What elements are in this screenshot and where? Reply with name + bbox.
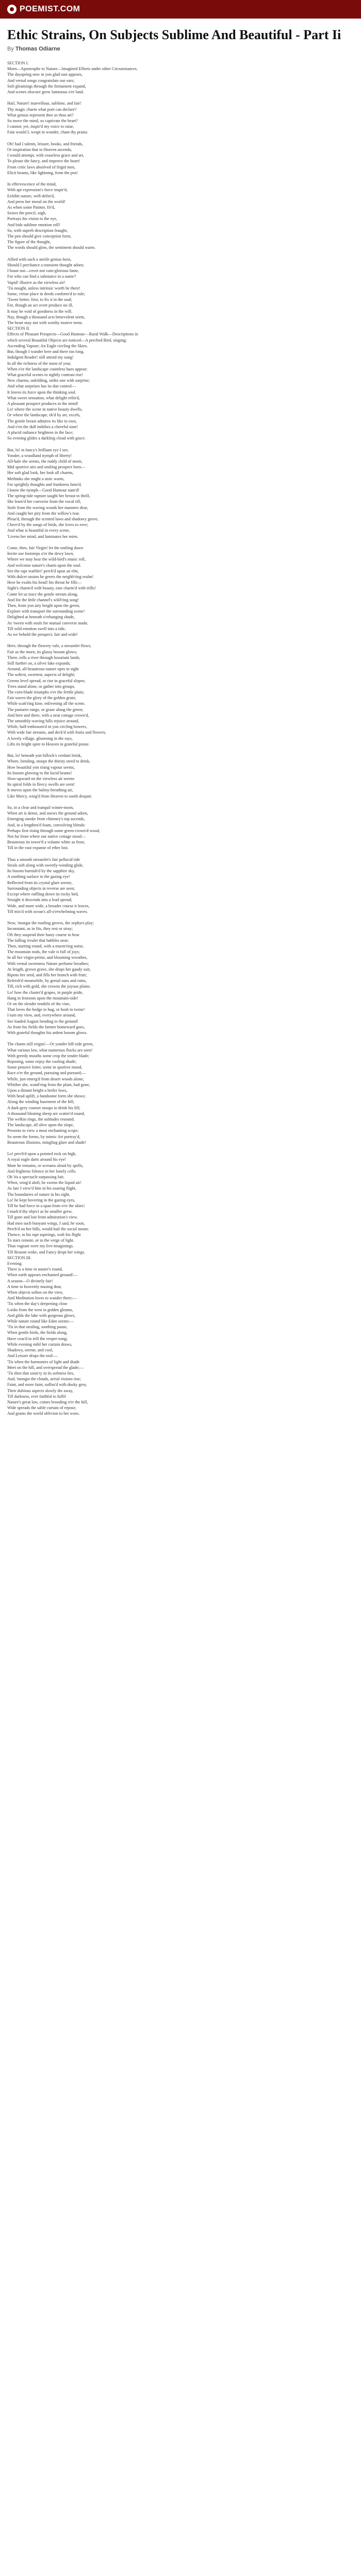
poem-line: Except where ruffling down its rocky bed, bbox=[7, 892, 79, 897]
poem-line: Fair as the morn, its glassy bosom glows; bbox=[7, 649, 77, 654]
poem-line: Had men such buoyant wings, I said, he soon, bbox=[7, 1221, 85, 1226]
poem-line: It moves upon the balmy-breathing air, bbox=[7, 788, 73, 793]
poem-line: New charms, unfolding, strike one with surprise; bbox=[7, 378, 90, 383]
poem-line: 'Tis when the harmonies of light and shade bbox=[7, 1359, 80, 1364]
poem-line: And gilds the lake with gorgeous glows, bbox=[7, 1313, 75, 1318]
poem-line: Surrounding objects in reverse are seen; bbox=[7, 886, 75, 891]
poem-line: Greens level spread, or rise in graceful slopes; bbox=[7, 678, 86, 683]
poem-line: Vapid! illusive as the viewless air! bbox=[7, 280, 65, 285]
poem-line: Till gone and lost from admiration's view. bbox=[7, 1215, 78, 1220]
poem-line: Oft they suspend their hasty course to hear bbox=[7, 932, 79, 937]
poem-line bbox=[7, 1145, 354, 1151]
poem-line: I mark'd thy object as he smaller grew, bbox=[7, 1209, 73, 1214]
poem-line: Till mix'd with ocean's all-o'erwhelming waves. bbox=[7, 909, 88, 914]
poem-line: Some pensive loiter, some in sportive mood, bbox=[7, 1065, 83, 1070]
poem-line: A royal eagle darts around his eye! bbox=[7, 1157, 67, 1162]
poem-line: How he exalts his head! his throat he fills— bbox=[7, 580, 82, 585]
poem-line: What sweet sensation, what delight refin'd, bbox=[7, 395, 80, 400]
poem-line: Seizes the pencil, nigh, bbox=[7, 211, 46, 216]
poem-line: Invite our footsteps o'er the dewy lawn, bbox=[7, 551, 74, 556]
poem-line: Race o'er the ground, pursuing and pursued;— bbox=[7, 1071, 86, 1076]
poem-line: And grants the world oblivion to her woes. bbox=[7, 1411, 80, 1416]
poem-line: Perch'd on her hills, would hail the social moon; bbox=[7, 1226, 89, 1231]
poem-line: The boundaries of nature in his sight, bbox=[7, 1192, 71, 1197]
poem-line: For who can find a substance in a name? bbox=[7, 274, 76, 279]
poem-line: The pastures range, or graze along the green; bbox=[7, 707, 84, 712]
poem-line: Mid sportive airs and smiling prospect born— bbox=[7, 465, 86, 470]
poem-line: The falling rivulet that babbles near; bbox=[7, 938, 69, 943]
poem-line: I know the nymph—Good Humour nam'd! bbox=[7, 487, 79, 493]
poem-line: The dayspring now in yon glad east appears, bbox=[7, 72, 83, 77]
poem-line: Lifts its bright spire to Heaven in grateful praise. bbox=[7, 741, 90, 747]
poem-line: Shadowy, serene, and cool, bbox=[7, 1348, 54, 1353]
poem-line: For sprightly thoughts and frankness fann'd, bbox=[7, 482, 82, 487]
poem-line: Elicit beams, like lightning, from the pen! bbox=[7, 170, 78, 175]
poem-line: Meet on the hill, and overspread the glade;— bbox=[7, 1365, 84, 1370]
poem-line: I boast not—covet not vain-glorious fame, bbox=[7, 268, 79, 274]
poem-line: Nature's great law, comes brooding o'er the hill, bbox=[7, 1399, 88, 1404]
poem-line: See loaded August bending to the ground! bbox=[7, 1019, 78, 1024]
poem-line: Come, then, fair Virgin! let the smiling dawn bbox=[7, 545, 84, 550]
poem-line: But, lo! beneath yon hillock's verdant brink, bbox=[7, 753, 82, 758]
poem-line: Mute he remains, or screams aloud by spells, bbox=[7, 1163, 84, 1168]
poem-line: The landscape, all alive upon the slope, bbox=[7, 1123, 74, 1128]
poem-line: So evening glides a darkling cloud with grace. bbox=[7, 436, 86, 441]
poem-line: Lo! where the scene in native beauty dwells, bbox=[7, 407, 83, 412]
poem-line: The welkin rings, the solitudes resound. bbox=[7, 1116, 75, 1122]
poem-line: Hang in festoons upon the mountain-side! bbox=[7, 995, 78, 1001]
poem-line: Around, all-beauteous nature opes to sight bbox=[7, 667, 79, 672]
poem-line: The figure of the thought, bbox=[7, 240, 51, 245]
poem-line: 'Livens her mind, and luminates her mien. bbox=[7, 534, 78, 539]
poem-line: I cannot; yet, inspir'd my voice to raise, bbox=[7, 124, 74, 129]
poem-line: Emerging smoke from chimney's top ascends, bbox=[7, 817, 85, 822]
poem-line: Whither she, wand'ring from the plain, had gone, bbox=[7, 1082, 90, 1087]
poem-line: The pen should give conception form, bbox=[7, 234, 72, 239]
poem-line bbox=[7, 747, 354, 753]
poem-line: While scatt'ring kine, enlivening all the scene, bbox=[7, 701, 86, 706]
poem-line: Where we may hear the wild-bird's music roll, bbox=[7, 557, 86, 562]
poem-line: A lovely village, glistening in the rays, bbox=[7, 736, 73, 741]
poem-line: But, though I wander here and there too long, bbox=[7, 349, 85, 354]
poem-line: It leaves its force upon the thinking soul. bbox=[7, 389, 76, 395]
poem-line: When art is dense, and snows the ground adorn, bbox=[7, 811, 88, 816]
poem-line: What genius represent thee as thou art? bbox=[7, 112, 74, 117]
poem-line: Lo! he kept hovering in the gazing eyes, bbox=[7, 1197, 75, 1202]
poem-line: A time to heavenly musing dear, bbox=[7, 1284, 62, 1289]
poem-line: So seem the forms, by mimic Art portray'd, bbox=[7, 1134, 80, 1139]
poem-line: And scenes obscure grow luminous o'er land. bbox=[7, 90, 84, 95]
poem-line: The mountain nods, the vale is full of joys; bbox=[7, 950, 80, 955]
poem-line: Looks from the west in golden gleams, bbox=[7, 1307, 73, 1312]
poem-line: But, lo! in fancy's brilliant eye I see, bbox=[7, 447, 69, 452]
poem-line bbox=[7, 95, 354, 100]
poem-line: Upon a distant height a heifer lows, bbox=[7, 1088, 68, 1093]
poem-line: While, just emerg'd from desert woods alone, bbox=[7, 1076, 84, 1081]
poem-line: Effects of Pleasant Prospects—Good Humour—Rural Walk—Descriptions in bbox=[7, 332, 138, 337]
logo-icon bbox=[7, 5, 17, 14]
poem-line: Reposing, some enjoy the cooling shade; bbox=[7, 1059, 77, 1064]
poem-line: What graceful scenes to sightly contrast rise! bbox=[7, 372, 84, 377]
poem-line: And what surprises has its due control— bbox=[7, 384, 76, 389]
poem-line: Explore with transport the surrounding scene! bbox=[7, 609, 85, 614]
poem-line: As when some Painter, fir'd, bbox=[7, 205, 55, 210]
poem-line: Its bosom glowing to the lucid beams! bbox=[7, 770, 72, 775]
poem-line: In all the richness of the noon of year, bbox=[7, 361, 72, 366]
poem-line: There is a time in nature's round, bbox=[7, 1267, 63, 1272]
poem-line: Ripens her seed, and fills her branch with fruit; bbox=[7, 972, 87, 977]
poem-line: Their dubious aspects slowly die away, bbox=[7, 1388, 74, 1393]
poem-line: 'Tis nought, unless intrinsic worth be there! bbox=[7, 285, 80, 291]
poem-line: She learn'd her converse from the vocal rill, bbox=[7, 499, 81, 504]
poem-line: Presents to view a most enchanting scope; bbox=[7, 1128, 79, 1133]
author-link[interactable]: Thomas Odiarne bbox=[15, 46, 60, 52]
poem-line: Steals soft along with sweetly-winding glide, bbox=[7, 863, 84, 868]
poem-line: With vernal sweetness Nature perfume breathes; bbox=[7, 961, 89, 966]
poem-line: Not far from where our native cottage stood— bbox=[7, 834, 86, 839]
poem-line: The heart may not with worthy motive teem. bbox=[7, 320, 83, 326]
poem-line: Along the winding basement of the hill, bbox=[7, 1099, 75, 1105]
by-label: By bbox=[7, 46, 14, 52]
poem-line: So, with superb description fraught, bbox=[7, 228, 68, 233]
poem-line: Trees stand alone, or gather into groups, bbox=[7, 684, 75, 689]
poem-line bbox=[7, 135, 354, 141]
poem-line: And frightens Silence in her lonely cells. bbox=[7, 1168, 76, 1174]
poem-line: Refresh'd meanwhile, by genial suns and rains, bbox=[7, 978, 87, 984]
poem-line: Cheer'd by the songs of birds, she loves to rove; bbox=[7, 522, 89, 528]
brand-name: POEMIST.COM bbox=[20, 5, 80, 13]
poem-line: See the rapt warbler! perch'd upon an elm, bbox=[7, 568, 79, 573]
poem-line: And caught her pity from the willow's tear. bbox=[7, 511, 80, 516]
poem-line: Or where the landscape, ek'd by art, excels, bbox=[7, 413, 80, 418]
poem-line: And e'en the dull imbibes a cheerful tone! bbox=[7, 424, 78, 429]
poem-line: As we behold the prospect, fair and wide! bbox=[7, 632, 78, 637]
poem-line: Pleas'd, through the scented lawn and shadowy grove, bbox=[7, 516, 99, 521]
poem-line: Her soft glad look, her look all charms, bbox=[7, 470, 74, 476]
poem-line: So, in a clear and tranquil winter-morn, bbox=[7, 805, 74, 810]
poem-line: With greedy mouths some crop the tender blade; bbox=[7, 1053, 90, 1058]
poem-line: A placid radiance brightens in the face; bbox=[7, 430, 74, 435]
poem-line: 'Twere better, first, to fix it in the soul; bbox=[7, 297, 73, 302]
poem-line: Then, from yon airy height upon the green, bbox=[7, 603, 80, 608]
poem-line: So move the mind, so captivate the heart? bbox=[7, 118, 78, 124]
poem-line: Till darkness, ever faithful to fulfil bbox=[7, 1394, 66, 1399]
poem-line: A soothing surface to the gazing eye! bbox=[7, 874, 70, 879]
poem-line: While, half-embosom'd in yon circling bowers, bbox=[7, 724, 87, 730]
poem-line: Delighted at beneath o'erhanging shade, bbox=[7, 615, 75, 620]
poem-line: Should I perchance a transient thought adorn; bbox=[7, 263, 85, 268]
poem-line: The gentle breast admires its like to own, bbox=[7, 418, 77, 423]
poem-line: The smoothly-waving hills rejoice around, bbox=[7, 719, 79, 724]
poem-line: 'Tis when the day's deepening close bbox=[7, 1301, 68, 1307]
poem-line: Evening. bbox=[7, 1261, 23, 1266]
poem-line: With grateful thoughts his ardent bosom glows. bbox=[7, 1030, 88, 1035]
poem-line: Or on the slender tendrils of the vine, bbox=[7, 1001, 71, 1006]
poem-line: I would attempt, with ceaseless grace and art, bbox=[7, 153, 84, 158]
poem-line: The words should glow, the sentiment should warm. bbox=[7, 245, 96, 250]
poem-line: Exhibit nature, well-defin'd, bbox=[7, 193, 55, 198]
poem-line: Thence, in his rapt aspirings, waft his flight bbox=[7, 1232, 81, 1238]
site-header bbox=[0, 0, 361, 19]
poem-line: While nature round like Eden seems:— bbox=[7, 1319, 74, 1324]
poem-line: Then, starting round, with a murm'ring noise, bbox=[7, 943, 84, 948]
poem-line: 'Tis then that soon'ry in its softness lies, bbox=[7, 1370, 75, 1376]
poem-line: Lo! how the cluster'd grapes, in purple pride, bbox=[7, 990, 84, 995]
poem-line: Stole from the waving woods her manners dear, bbox=[7, 505, 88, 510]
poem-line: When earth appears enchanted ground!— bbox=[7, 1273, 78, 1278]
poem-line: And, in a lengthen'd foam, convolving blends: bbox=[7, 822, 86, 827]
poem-line: Yonder, a woodland nymph of liberty! bbox=[7, 453, 72, 458]
poem-line: Thy magic charm what poet can declare? bbox=[7, 107, 77, 112]
poem-line: Inconstant, as in fits, they rest or stray; bbox=[7, 926, 73, 931]
poem-line: Allied with such a sterile genius born, bbox=[7, 257, 72, 262]
poem-line: Thus a smooth streamlet's fair pellucid tide bbox=[7, 857, 80, 862]
poem-line: Thus vagrant were my live-imaginings. bbox=[7, 1244, 74, 1249]
site-logo-link[interactable] bbox=[7, 5, 80, 14]
poem-line: Nay, though a thousand acts benevolent seem, bbox=[7, 314, 85, 319]
poem-line: Lo! perch'd upon a pointed rock on high, bbox=[7, 1151, 76, 1157]
poem-line bbox=[7, 441, 354, 447]
poem-line: Come let us trace the gentle stream along, bbox=[7, 591, 78, 597]
poem-line: SECTION III. bbox=[7, 1255, 31, 1260]
poem-line: SECTION II. bbox=[7, 326, 30, 331]
poem-line: The spring-tide rapture taught her breast to thrill, bbox=[7, 494, 90, 499]
poem-line: Morn—Apostrophe to Nature—Imagined Efforts under other Circumstances. bbox=[7, 66, 138, 72]
poem-line: Hail, Nature! marvellous, sublime, and fair! bbox=[7, 101, 81, 106]
poem-line: Till he had force to a span from o'er the skies! bbox=[7, 1204, 85, 1209]
poem-line: And list the little channel's wild'ring song! bbox=[7, 597, 79, 602]
poem-line: Like Mercy, wing'd from Heaven to sooth despair. bbox=[7, 793, 92, 799]
poem-line: Fain would I, wrapt in wonder, chant thy praise. bbox=[7, 130, 89, 135]
poem-line: With apt expression's force inspir'd, bbox=[7, 188, 68, 193]
poem-line: As 'tween with souls for mutual converse made, bbox=[7, 620, 89, 625]
poem-line: And, 'mongst the clouds, aerial visions rise; bbox=[7, 1377, 81, 1382]
poem-line: 'Tis in that stealing, soothing pause, bbox=[7, 1325, 68, 1330]
poem-line: Oh 'tis a spectacle surpassing fair, bbox=[7, 1175, 64, 1179]
poem-line: How beautiful yon rising vapour seems, bbox=[7, 765, 75, 770]
poem-line: The softest, sweetest, aspects of delight; bbox=[7, 672, 75, 677]
poem-line: The charm still reigns!—Or yonder hill-side green, bbox=[7, 1042, 94, 1047]
poem-line: I turn my view, and, everywhere around, bbox=[7, 1013, 76, 1018]
poem-line: Fair waves the glory of the golden grain; bbox=[7, 696, 76, 701]
poem-line: In all her virgin-prime, and blooming wreathes, bbox=[7, 955, 88, 960]
poem-line: As late I view'd him in his soaring flight, bbox=[7, 1186, 77, 1191]
poem-line: And press her moral on the world! bbox=[7, 199, 65, 204]
poem-line: Straight it descends into a lead spread; bbox=[7, 897, 72, 903]
poem-line: And Meditation loves to wander there;— bbox=[7, 1296, 77, 1301]
poem-line: When o'er the landscape countless hues appear; bbox=[7, 366, 88, 371]
byline bbox=[7, 46, 354, 52]
poem-line: All-hale she seems, the ruddy child of morn, bbox=[7, 459, 83, 464]
poem-line: Till wild emotion swell into a tide, bbox=[7, 626, 66, 631]
poem-line: When objects soften on the view, bbox=[7, 1290, 63, 1295]
poem-line: A dark-grey courser stoops to drink his fill; bbox=[7, 1105, 80, 1110]
poem-line: With head uplift, a handsome form she shows; bbox=[7, 1094, 86, 1099]
poem-line: And what is beautiful in every scene, bbox=[7, 528, 70, 533]
poem-line: What various low, what numerous flocks are seen! bbox=[7, 1047, 93, 1053]
poem-line: While evening mild her curtain draws, bbox=[7, 1342, 72, 1347]
poem-line: And bids sublime emotion roll! bbox=[7, 222, 60, 227]
poem-line: Portrays his vision to the eye, bbox=[7, 216, 57, 222]
poem-line: Soft gleamings through the firmament expand, bbox=[7, 83, 86, 89]
poem-line bbox=[7, 251, 354, 257]
poem-line: Now, 'mongst the rustling groves, the zephyrs play; bbox=[7, 921, 94, 926]
poem-line: Its spiral folds in fleecy swells are seen! bbox=[7, 782, 75, 787]
poem-line: Sight's charm'd with beauty, ears charm'd with trills! bbox=[7, 586, 96, 591]
poem-line: Slow-upward on the viewless air serene bbox=[7, 776, 75, 782]
poem-line: Wide spreads the sable curtain of repose, bbox=[7, 1405, 77, 1411]
poem-line: Till Reason woke, and Fancy dropt her wings. bbox=[7, 1249, 85, 1255]
poem-body bbox=[7, 60, 354, 1417]
poem-line: To stars remote, or to the verge of light. bbox=[7, 1238, 74, 1243]
poem-line: Here, through the flowery vale, a streamlet flows; bbox=[7, 643, 92, 649]
poem-line: And welcome nature's charm upon the soul. bbox=[7, 563, 81, 568]
poem-line bbox=[7, 1036, 354, 1041]
poem-line: Its bosom burnish'd by the sapphire sky, bbox=[7, 869, 75, 874]
poem-line bbox=[7, 637, 354, 643]
poem-line: Or inspiration that to Heaven ascends; bbox=[7, 147, 72, 152]
poem-title: Ethic Strains, On Subjects Sublime And Beautiful - Part Ii bbox=[7, 27, 341, 42]
poem-line: Beauteous illusions, mingling glare and shade! bbox=[7, 1140, 87, 1145]
poem-line: At length, grown grave, she drops her gaudy suit, bbox=[7, 967, 91, 972]
poem-line: Reflected from its crystal glare serene, bbox=[7, 880, 73, 885]
poem-line: In effervescence of the mind, bbox=[7, 182, 57, 187]
poem-line: A pleasant prospect produces in the mind! bbox=[7, 401, 78, 406]
poem-line: For, though an act overt produce no ill, bbox=[7, 303, 73, 308]
poem-line bbox=[7, 851, 354, 857]
poem-line: As from his fields the farmer homeward goes, bbox=[7, 1024, 85, 1029]
poem-line: And Leisure drops the tool:— bbox=[7, 1353, 58, 1359]
poem-line bbox=[7, 914, 354, 920]
poem-line: Oh! had I talents, leisure, books, and friends, bbox=[7, 141, 84, 146]
poem-line: Perhaps first rising through some green-crown'd wood, bbox=[7, 828, 100, 833]
poem-line: Have ceas'd to trill the vesper-song; bbox=[7, 1336, 68, 1341]
poem-line: Where, bending, stoops the thirsty steed to drink, bbox=[7, 759, 90, 764]
poem-line: There, rolls a river through luxuriant lands, bbox=[7, 655, 80, 660]
poem-line: Till in the vast expanse of ether lost. bbox=[7, 845, 69, 851]
poem-line: Wide, and more wide, a broader course it leaves, bbox=[7, 903, 90, 908]
poem-line: Some, virtue place in deeds conform'd to rule; bbox=[7, 292, 86, 297]
poem-line: It may be void of goodness in the will. bbox=[7, 309, 73, 314]
poem-line: That loves the hedge to hug, or bush to twine! bbox=[7, 1007, 85, 1012]
poem-line: From critic laws absolved of frigid men, bbox=[7, 164, 76, 170]
poem-line bbox=[7, 539, 354, 545]
poem-line: which several Beautiful Objects are noticed—A perched Bird, singing; bbox=[7, 337, 127, 343]
poem-line: A thousand bleating sheep are scatter'd round, bbox=[7, 1111, 85, 1116]
poem-line bbox=[7, 176, 354, 181]
poem-line: With dulcet strains he greets the neighb'ring realm! bbox=[7, 574, 94, 579]
poem-line: With wide fair streams, and deck'd with fruits and flowers, bbox=[7, 730, 106, 735]
poem-line bbox=[7, 799, 354, 805]
poem-line: Beauteous its tower'd a volume white as frost, bbox=[7, 840, 85, 845]
poem-line: SECTION I. bbox=[7, 61, 29, 65]
poem-line: A season—O divinely fair! bbox=[7, 1278, 53, 1283]
poem-content bbox=[7, 27, 354, 1417]
poem-line: Indulgent Reader! still attend my song! bbox=[7, 355, 74, 360]
poem-line: Faint, and more faint, suffus'd with dusky grey, bbox=[7, 1382, 87, 1387]
poem-line: When, wing'd aloft, he swims the liquid air! bbox=[7, 1180, 82, 1185]
poem-line: Still further on, a silver lake expands; bbox=[7, 661, 71, 666]
poem-line: Ascending Vapour; An Eagle circling the Skies. bbox=[7, 343, 88, 348]
poem-line: When gentle birds, the fields along, bbox=[7, 1330, 68, 1335]
poem-line: And here and there, with a neat cottage crown'd, bbox=[7, 713, 89, 718]
poem-line: To please the fancy, and improve the heart! bbox=[7, 159, 80, 164]
poem-line: The corn-blade triumphs o'er the fertile plain; bbox=[7, 690, 85, 695]
poem-line: And vernal songs congratulate our ears; bbox=[7, 78, 75, 83]
poem-line: Till, rich with gold, she crowns the joyous plains. bbox=[7, 984, 91, 989]
poem-line: Methinks she might a stoic warm, bbox=[7, 476, 64, 481]
